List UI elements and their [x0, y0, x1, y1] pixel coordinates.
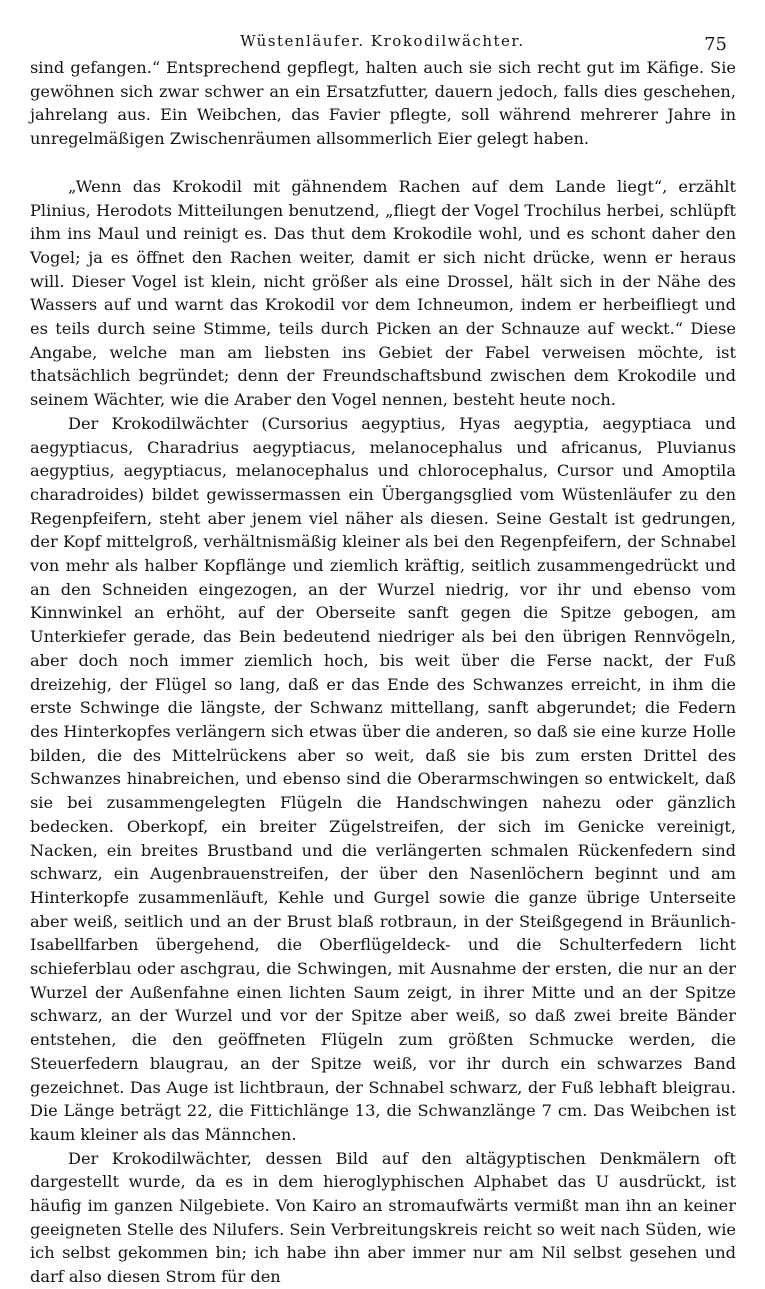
- paragraph-gap: [30, 151, 736, 175]
- page-number: 75: [704, 34, 727, 55]
- paragraph-species-description: Der Krokodilwächter (Cursorius aegyptius, Hyas aegyptia, aegyptiaca und aegyptiacus, Charadrius aegyptiacus, melanocephalus und africanus, Pluvianus aegyptius, aegyptiacus, melanocephalus und chlorocephalus, Cursor und Amoptila charadroides) bildet gewissermassen ein Übergangsglied vom Wüstenläufer zu den Regenpfeifern, steht aber jenem viel näher als diesen. Seine Gestalt ist gedrungen, der Kopf mittelgroß, verhältnismäßig kleiner als bei den Regenpfeifern, der Schnabel von mehr als halber Kopflänge und ziemlich kräftig, seitlich zusammengedrückt und an den Schneiden eingezogen, an der Wurzel niedrig, vor ihr und ebenso vom Kinnwinkel an erhöht, auf der Oberseite sanft gegen die Spitze gebogen, am Unterkiefer gerade, das Bein bedeutend niedriger als bei den übrigen Rennvögeln, aber doch noch immer ziemlich hoch, bis weit über die Ferse nackt, der Fuß dreizehig, der Flügel so lang, daß er das Ende des Schwanzes erreicht, in ihm die erste Schwinge die längste, der Schwanz mittellang, sanft abgerundet; die Federn des Hinterkopfes verlängern sich etwas über die anderen, so daß sie eine kurze Holle bilden, die des Mittelrückens aber so weit, daß sie bis zum ersten Drittel des Schwanzes hinabreichen, und ebenso sind die Oberarmschwingen so entwickelt, daß sie bei zusammengelegten Flügeln die Handschwingen nahezu oder gänzlich bedecken. Oberkopf, ein breiter Zügelstreifen, der sich im Genicke vereinigt, Nacken, ein breites Brustband und die verlängerten schmalen Rückenfedern sind schwarz, ein Augenbrauenstreifen, der über den Nasenlöchern beginnt und am Hinterkopfe zusammenläuft, Kehle und Gurgel sowie die ganze übrige Unterseite aber weiß, seitlich und an der Brust blaß rotbraun, in der Steißgegend in Bräunlich-Isabellfarben übergehend, die Oberflügeldeck- und die Schulterfedern licht schieferblau oder aschgrau, die Schwingen, mit Ausnahme der ersten, die nur an der Wurzel der Außenfahne einen lichten Saum zeigt, in ihrer Mitte und an der Spitze schwarz, an der Wurzel und vor der Spitze aber weiß, so daß zwei breite Bänder entstehen, die den geöffneten Flügeln zum größten Schmucke werden, die Steuerfedern blaugrau, an der Spitze weiß, vor ihr durch ein schwarzes Band gezeichnet. Das Auge ist lichtbraun, der Schnabel schwarz, der Fuß lebhaft bleigrau. Die Länge beträgt 22, die Fittichlänge 13, die Schwanzlänge 7 cm. Das Weibchen ist kaum kleiner als das Männchen.: [30, 413, 736, 1144]
- paragraph-distribution: Der Krokodilwächter, dessen Bild auf den altägyptischen Denkmälern oft dargestellt wurde, da es in dem hieroglyphischen Alphabet das U ausdrückt, ist häufig im ganzen Nilgebiete. Von Kairo an stromaufwärts vermißt man ihn an keiner geeigneten Stelle des Nilufers. Sein Verbreitungskreis reicht so weit nach Süden, wie ich selbst gekommen bin; ich habe ihn aber immer nur am Nil selbst gesehen und darf also diesen Strom für den: [30, 1148, 736, 1287]
- body-text: [30, 56, 736, 1289]
- paragraph-captivity: sind gefangen.“ Entsprechend gepflegt, halten auch sie sich recht gut im Käfige. Sie gewöhnen sich zwar schwer an ein Ersatzfutter, dauern jedoch, falls dies geschehen, jahrelang aus. Ein Weibchen, das Favier pflegte, soll während mehrerer Jahre in unregelmäßigen Zwischenräumen allsommerlich Eier gelegt haben.: [30, 58, 736, 149]
- running-head: Wüstenläufer. Krokodilwächter.: [240, 32, 525, 50]
- paragraph-pliny-quote: „Wenn das Krokodil mit gähnendem Rachen auf dem Lande liegt“, erzählt Plinius, Herodots Mitteilungen benutzend, „fliegt der Vogel Trochilus herbei, schlüpft ihm ins Maul und reinigt es. Das thut dem Krokodile wohl, und es schont daher den Vogel; ja es öffnet den Rachen weiter, damit er sich nicht drücke, wenn er heraus will. Dieser Vogel ist klein, nicht größer als eine Drossel, hält sich in der Nähe des Wassers auf und warnt das Krokodil vor dem Ichneumon, indem er herbeifliegt und es teils durch seine Stimme, teils durch Picken an der Schnauze auf weckt.“ Diese Angabe, welche man am liebsten ins Gebiet der Fabel verweisen möchte, ist thatsächlich begründet; denn der Freundschaftsbund zwischen dem Krokodile und seinem Wächter, wie die Araber den Vogel nennen, besteht heute noch.: [30, 176, 736, 410]
